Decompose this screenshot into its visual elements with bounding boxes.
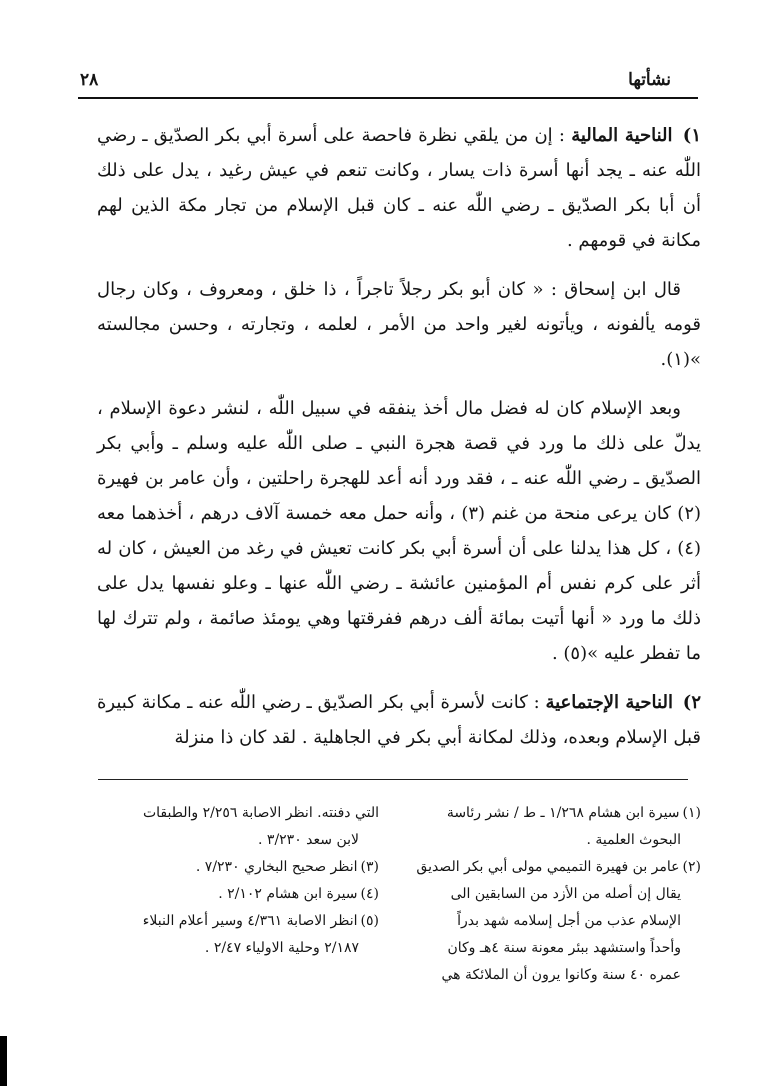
paragraph-text: : إن من يلقي نظرة فاحصة على أسرة أبي بكر الصدّيق ـ رضي اللّٰه عنه ـ يجد أنها أسرة ذات يسار ، وكانت تنعم في عيش رغيد ، يدل على ذلك أن أبا بكر الصدّيق ـ رضي اللّٰه عنه ـ كان قبل الإسلام من تجار مكة الذين لهم مكانة في قومهم . xyxy=(97,125,701,251)
footnote xyxy=(89,854,379,881)
footnote-text: سيرة ابن هشام ١/٢٦٨ ـ ط / نشر رئاسة xyxy=(446,805,680,821)
page-number: ٢٨ xyxy=(80,70,99,90)
footnote-separator xyxy=(98,779,688,780)
footnote-number: (١) xyxy=(682,805,701,821)
footnote-continuation: عمره ٤٠ سنة وكانوا يرون أن الملائكة هي xyxy=(441,967,681,983)
footnote-number: (٢) xyxy=(682,859,701,875)
section-heading-social: الناحية الإجتماعية xyxy=(545,692,673,713)
footnote xyxy=(89,800,379,827)
footnote-text: انظر صحيح البخاري ٧/٢٣٠ . xyxy=(195,859,358,875)
section-heading-financial: الناحية المالية xyxy=(571,125,673,146)
paragraph-ibn-ishaq: قال ابن إسحاق : « كان أبو بكر رجلاً تاجراً ، ذا خلق ، ومعروف ، وكان رجال قومه يألفونه ، ويأتونه لغير واحد من الأمر ، لعلمه ، وتجارته ، وحسن مجالسته »(١). xyxy=(97,279,701,370)
header-rule xyxy=(78,97,698,99)
footnote xyxy=(409,854,701,881)
footnote-number: (٥) xyxy=(360,913,379,929)
footnote-text: انظر الاصابة ٤/٣٦١ وسير أعلام النبلاء xyxy=(142,913,358,929)
footnote-text: عامر بن فهيرة التميمي مولى أبي بكر الصديق xyxy=(416,859,680,875)
footnotes-left-column xyxy=(89,800,379,962)
footnote-continuation: وأحداً واستشهد ببئر معونة سنة ٤هـ وكان xyxy=(447,940,681,956)
paragraph-social xyxy=(97,685,701,755)
footnote-number: (٤) xyxy=(360,886,379,902)
footnote-continuation: لابن سعد ٣/٢٣٠ . xyxy=(258,832,359,848)
footnote-continuation: البحوث العلمية . xyxy=(586,832,681,848)
section-number: ١) xyxy=(682,125,701,146)
running-header-title: نشأتها xyxy=(628,70,671,90)
footnote-number: (٣) xyxy=(360,859,379,875)
footnote-text: سيرة ابن هشام ٢/١٠٢ . xyxy=(218,886,358,902)
footnotes-right-column xyxy=(409,800,701,989)
section-number: ٢) xyxy=(682,692,701,713)
footnote-continuation: الإسلام عذب من أجل إسلامه شهد بدراً xyxy=(457,913,681,929)
main-text xyxy=(97,118,701,755)
paragraph-after-islam: وبعد الإسلام كان له فضل مال أخذ ينفقه في سبيل اللّٰه ، لنشر دعوة الإسلام ، يدلّ على ذلك ما ورد في قصة هجرة النبي ـ صلى اللّٰه عليه وسلم ـ وأبي بكر الصدّيق ـ رضي اللّٰه عنه ـ ، فقد ورد أنه أعد للهجرة راحلتين ، وأن عامر بن فهيرة (٢) كان يرعى منحة من غنم (٣) ، وأنه حمل معه خمسة آلاف درهم ، أخذهما معه (٤) ، كل هذا يدلنا على أن أسرة أبي بكر كانت تعيش في رغد من العيش ، كان له أثر على كرم نفس أم المؤمنين عائشة ـ رضي اللّٰه عنها ـ وعلو نفسها يدل على ذلك ما ورد « أنها أتيت بمائة ألف درهم ففرقتها وهي يومئذ صائمة ، ولم تترك لها ما تفطر عليه »(٥) . xyxy=(97,398,702,664)
footnote-continuation: يقال إن أصله من الأزد من السابقين الى xyxy=(450,886,681,902)
binding-edge-mark xyxy=(0,1036,7,1086)
footnote xyxy=(409,800,701,827)
footnote xyxy=(89,881,379,908)
footnote-continuation: ٢/١٨٧ وحلية الاولياء ٢/٤٧ . xyxy=(204,940,359,956)
footnote-text: التي دفنته. انظر الاصابة ٢/٢٥٦ والطبقات xyxy=(142,805,379,821)
paragraph-text: : كانت لأسرة أبي بكر الصدّيق ـ رضي اللّٰه عنه ـ مكانة كبيرة قبل الإسلام وبعده، وذلك لمكانة أبي بكر في الجاهلية . لقد كان ذا منزلة xyxy=(97,692,701,748)
footnote xyxy=(89,908,379,935)
paragraph-financial xyxy=(97,118,701,258)
